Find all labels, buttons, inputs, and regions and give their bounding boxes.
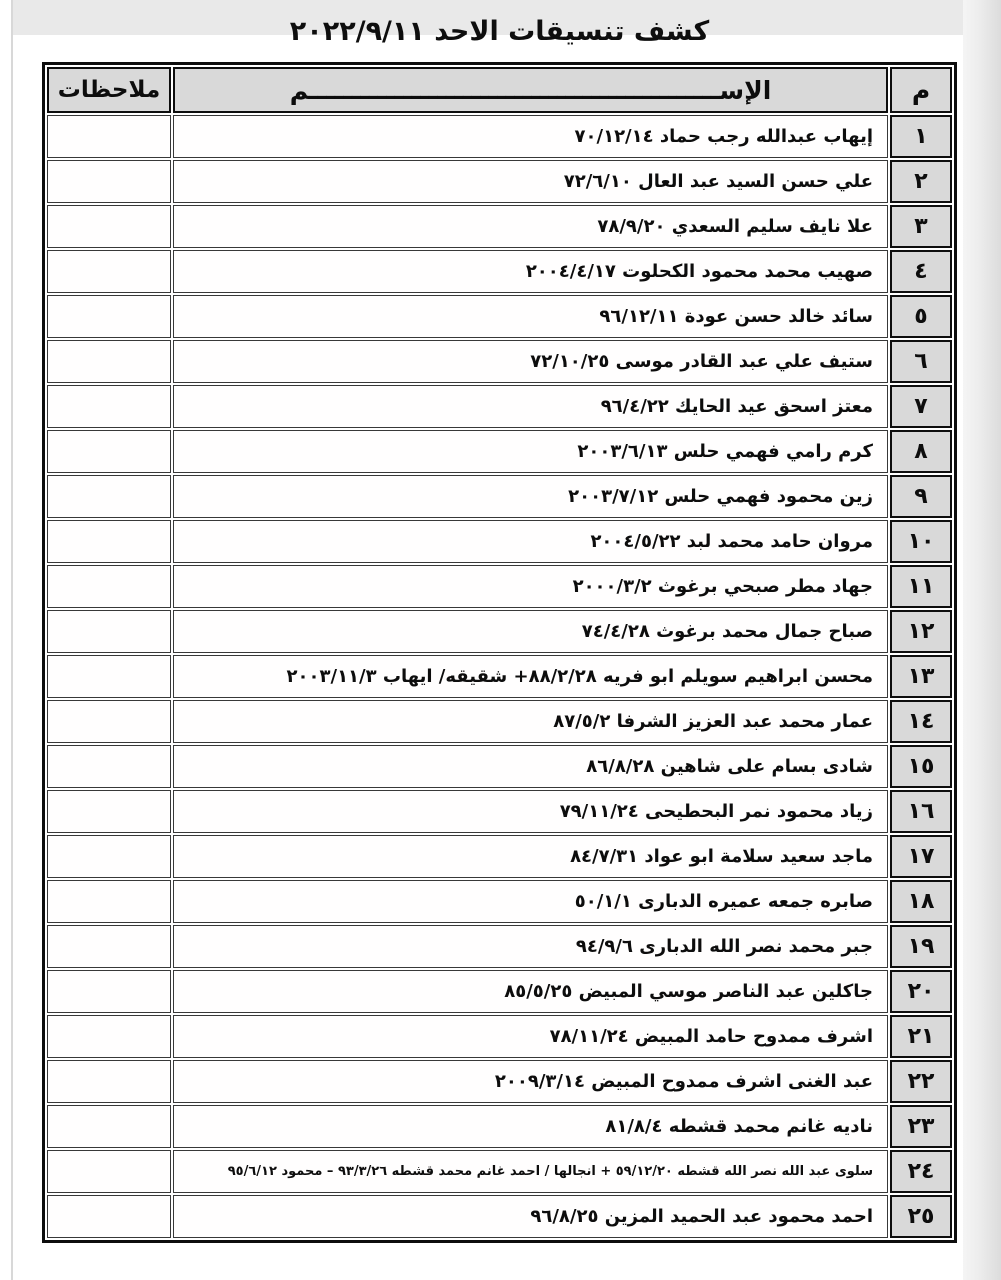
row-number-cell: ٢٥	[890, 1195, 952, 1238]
scan-right-edge	[963, 0, 1001, 1280]
row-name-cell: احمد محمود عبد الحميد المزين ٩٦/٨/٢٥	[173, 1195, 888, 1238]
row-number-cell: ١٠	[890, 520, 952, 563]
row-notes-cell	[47, 250, 171, 293]
row-notes-cell	[47, 205, 171, 248]
row-number-cell: ٢	[890, 160, 952, 203]
row-number-cell: ٢٢	[890, 1060, 952, 1103]
table-row	[47, 700, 952, 743]
row-notes-cell	[47, 1150, 171, 1193]
column-header-name: الإســــــــــــــــــــــــــــــــــــــــــــــــم	[173, 67, 888, 113]
row-number-cell: ٩	[890, 475, 952, 518]
row-name-cell: جهاد مطر صبحي برغوث ٢٠٠٠/٣/٢	[173, 565, 888, 608]
table-row	[47, 880, 952, 923]
table-row	[47, 610, 952, 653]
table-row	[47, 565, 952, 608]
row-notes-cell	[47, 430, 171, 473]
row-notes-cell	[47, 835, 171, 878]
row-name-cell: مروان حامد محمد لبد ٢٠٠٤/٥/٢٢	[173, 520, 888, 563]
row-notes-cell	[47, 565, 171, 608]
table-row	[47, 205, 952, 248]
row-notes-cell	[47, 520, 171, 563]
row-name-cell: اشرف ممدوح حامد المبيض ٧٨/١١/٢٤	[173, 1015, 888, 1058]
row-number-cell: ١	[890, 115, 952, 158]
row-name-cell: معتز اسحق عيد الحايك ٩٦/٤/٢٢	[173, 385, 888, 428]
table-row	[47, 430, 952, 473]
table-row	[47, 160, 952, 203]
table-row	[47, 745, 952, 788]
column-header-notes: ملاحظات	[47, 67, 171, 113]
row-name-cell: علا نايف سليم السعدي ٧٨/٩/٢٠	[173, 205, 888, 248]
row-notes-cell	[47, 925, 171, 968]
row-notes-cell	[47, 745, 171, 788]
row-number-cell: ١٣	[890, 655, 952, 698]
row-name-cell: ستيف علي عبد القادر موسى ٧٢/١٠/٢٥	[173, 340, 888, 383]
row-name-cell: جاكلين عبد الناصر موسي المبيض ٨٥/٥/٢٥	[173, 970, 888, 1013]
row-number-cell: ٣	[890, 205, 952, 248]
row-name-cell: سائد خالد حسن عودة ٩٦/١٢/١١	[173, 295, 888, 338]
table-row	[47, 295, 952, 338]
coordination-list-table	[42, 62, 957, 1243]
row-name-cell: ناديه غانم محمد قشطه ٨١/٨/٤	[173, 1105, 888, 1148]
row-name-cell: صابره جمعه عميره الدبارى ٥٠/١/١	[173, 880, 888, 923]
row-number-cell: ٨	[890, 430, 952, 473]
table-header	[47, 67, 952, 113]
row-number-cell: ١٦	[890, 790, 952, 833]
page-title: كشف تنسيقات الاحد ٢٠٢٢/٩/١١	[289, 16, 710, 47]
row-notes-cell	[47, 340, 171, 383]
column-header-number: م	[890, 67, 952, 113]
row-notes-cell	[47, 475, 171, 518]
row-number-cell: ٢٤	[890, 1150, 952, 1193]
row-notes-cell	[47, 1195, 171, 1238]
table-row	[47, 1150, 952, 1193]
table-row	[47, 250, 952, 293]
table-row	[47, 1060, 952, 1103]
row-notes-cell	[47, 1060, 171, 1103]
row-name-cell: زياد محمود نمر البحطيحى ٧٩/١١/٢٤	[173, 790, 888, 833]
row-name-cell: محسن ابراهيم سويلم ابو فريه ٨٨/٢/٢٨+ شقيقه/ ايهاب ٢٠٠٣/١١/٣	[173, 655, 888, 698]
row-name-cell: عبد الغنى اشرف ممدوح المبيض ٢٠٠٩/٣/١٤	[173, 1060, 888, 1103]
table-row	[47, 970, 952, 1013]
table-row	[47, 115, 952, 158]
row-number-cell: ١٨	[890, 880, 952, 923]
row-number-cell: ٢٣	[890, 1105, 952, 1148]
row-notes-cell	[47, 970, 171, 1013]
row-name-cell: صباح جمال محمد برغوث ٧٤/٤/٢٨	[173, 610, 888, 653]
table-row	[47, 835, 952, 878]
row-number-cell: ١٤	[890, 700, 952, 743]
table-row	[47, 475, 952, 518]
row-number-cell: ١٩	[890, 925, 952, 968]
row-name-cell: ماجد سعيد سلامة ابو عواد ٨٤/٧/٣١	[173, 835, 888, 878]
table-row	[47, 790, 952, 833]
row-number-cell: ٦	[890, 340, 952, 383]
row-number-cell: ١٥	[890, 745, 952, 788]
row-notes-cell	[47, 115, 171, 158]
row-notes-cell	[47, 295, 171, 338]
table-row	[47, 1015, 952, 1058]
table-header-row	[47, 67, 952, 113]
row-notes-cell	[47, 1015, 171, 1058]
row-name-cell: صهيب محمد محمود الكحلوت ٢٠٠٤/٤/١٧	[173, 250, 888, 293]
row-notes-cell	[47, 160, 171, 203]
row-number-cell: ١٢	[890, 610, 952, 653]
row-name-cell: جبر محمد نصر الله الدبارى ٩٤/٩/٦	[173, 925, 888, 968]
row-notes-cell	[47, 385, 171, 428]
row-number-cell: ٤	[890, 250, 952, 293]
table-body	[47, 115, 952, 1238]
table-row	[47, 655, 952, 698]
row-name-cell: عمار محمد عبد العزيز الشرفا ٨٧/٥/٢	[173, 700, 888, 743]
table-row	[47, 1195, 952, 1238]
row-notes-cell	[47, 880, 171, 923]
row-number-cell: ٢٠	[890, 970, 952, 1013]
row-notes-cell	[47, 790, 171, 833]
row-notes-cell	[47, 610, 171, 653]
row-name-cell: سلوى عبد الله نصر الله قشطه ٥٩/١٢/٢٠ + انجالها / احمد غانم محمد قشطه ٩٣/٣/٢٦ – محمود ٩٥/٦/١٢	[173, 1150, 888, 1193]
table-row	[47, 1105, 952, 1148]
table-row	[47, 925, 952, 968]
row-number-cell: ٧	[890, 385, 952, 428]
row-number-cell: ٢١	[890, 1015, 952, 1058]
row-number-cell: ١١	[890, 565, 952, 608]
table-row	[47, 340, 952, 383]
row-name-cell: شادى بسام على شاهين ٨٦/٨/٢٨	[173, 745, 888, 788]
table-row	[47, 385, 952, 428]
row-notes-cell	[47, 655, 171, 698]
row-notes-cell	[47, 700, 171, 743]
row-name-cell: زين محمود فهمي حلس ٢٠٠٣/٧/١٢	[173, 475, 888, 518]
row-notes-cell	[47, 1105, 171, 1148]
table-row	[47, 520, 952, 563]
row-name-cell: إيهاب عبدالله رجب حماد ٧٠/١٢/١٤	[173, 115, 888, 158]
scan-left-edge-line	[11, 0, 13, 1280]
row-number-cell: ٥	[890, 295, 952, 338]
row-name-cell: كرم رامي فهمي حلس ٢٠٠٣/٦/١٣	[173, 430, 888, 473]
row-name-cell: علي حسن السيد عبد العال ٧٢/٦/١٠	[173, 160, 888, 203]
row-number-cell: ١٧	[890, 835, 952, 878]
